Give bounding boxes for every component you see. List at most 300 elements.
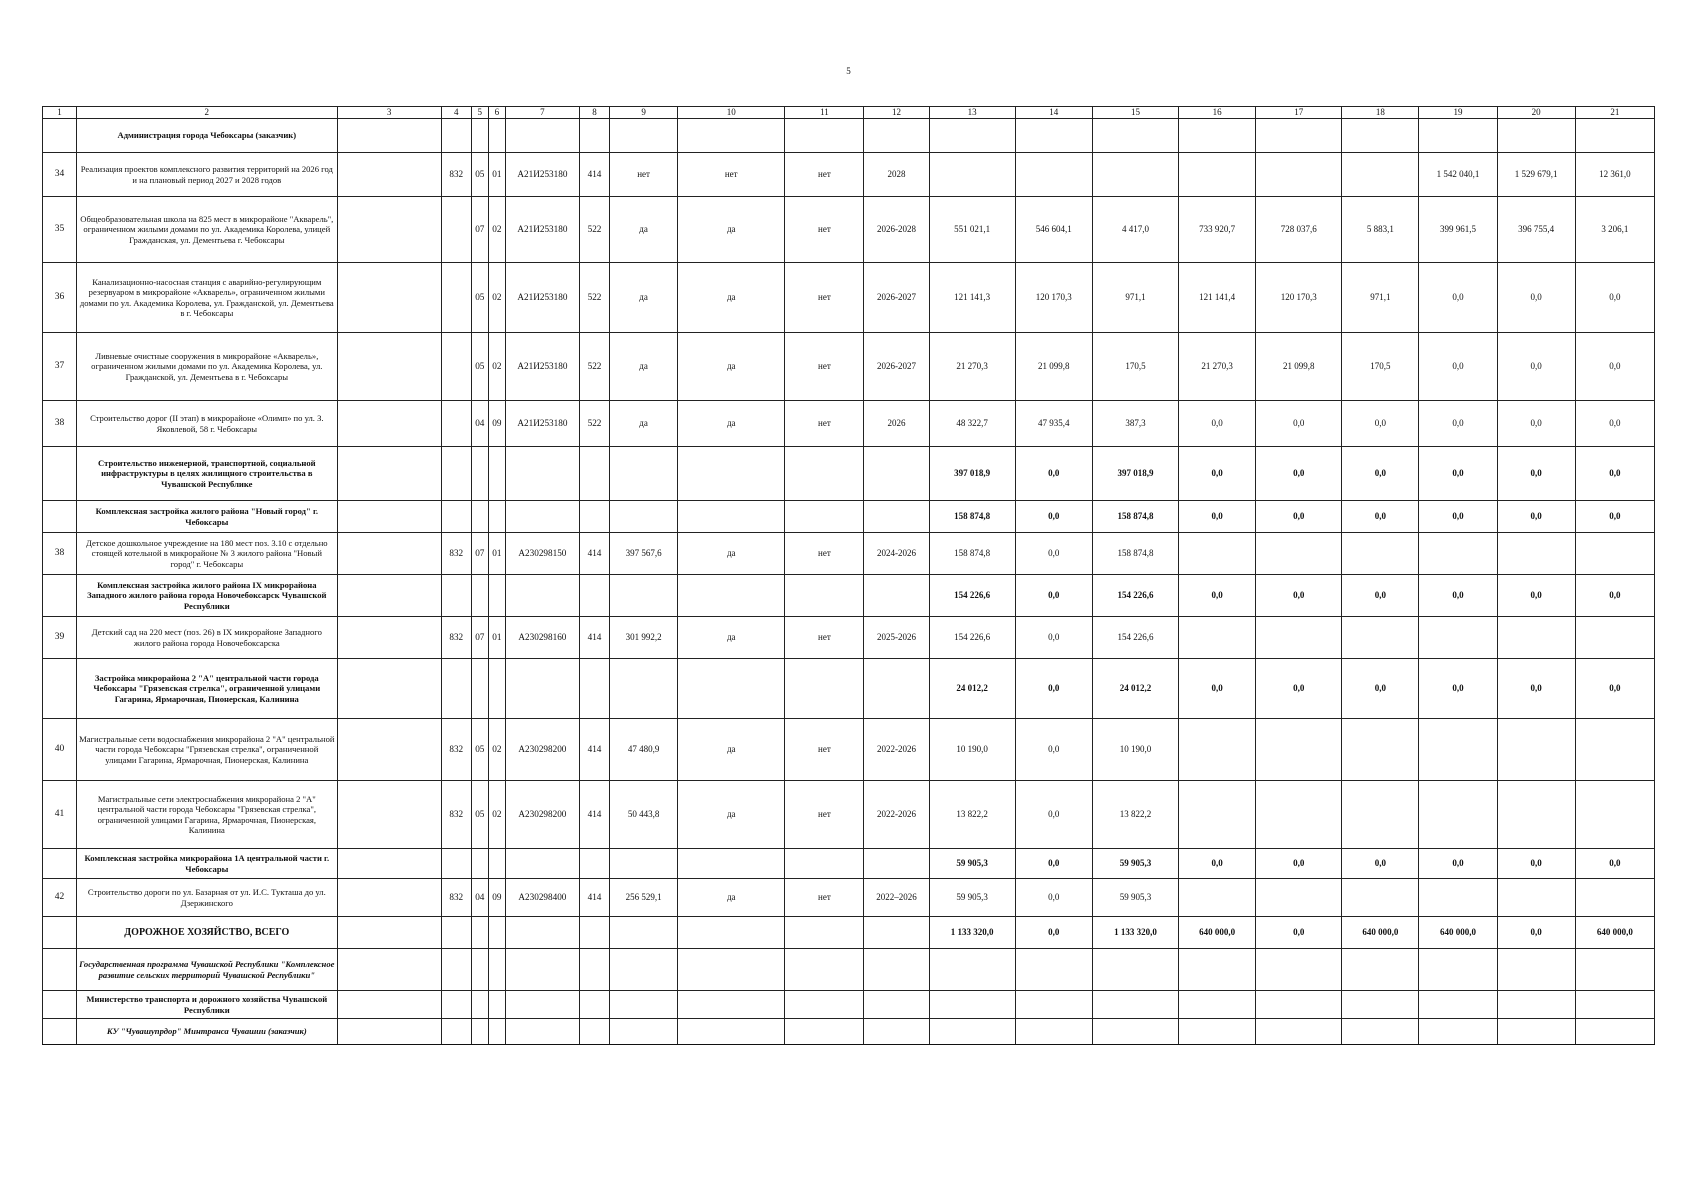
value-cell-col-20	[1497, 949, 1575, 991]
value-cell-col-7: А230298200	[505, 719, 579, 781]
value-cell-col-8: 522	[579, 197, 609, 263]
value-cell-col-15: 170,5	[1092, 333, 1178, 401]
value-cell-col-3	[337, 401, 441, 447]
value-cell-col-19: 0,0	[1419, 575, 1497, 617]
value-cell-col-17	[1256, 617, 1342, 659]
value-cell-col-15: 13 822,2	[1092, 781, 1178, 849]
table-row	[43, 879, 1655, 917]
value-cell-col-21	[1575, 719, 1654, 781]
value-cell-col-10	[678, 575, 785, 617]
value-cell-col-15: 59 905,3	[1092, 879, 1178, 917]
item-name-cell: Строительство инженерной, транспортной, социальной инфраструктуры в целях жилищного строительства в Чувашской Республике	[77, 447, 337, 501]
value-cell-col-5: 05	[471, 333, 488, 401]
value-cell-col-4	[441, 991, 471, 1019]
column-header-19: 19	[1419, 107, 1497, 119]
value-cell-col-6: 02	[488, 263, 505, 333]
value-cell-col-3	[337, 333, 441, 401]
value-cell-col-13: 48 322,7	[929, 401, 1015, 447]
table-row	[43, 533, 1655, 575]
value-cell-col-3	[337, 781, 441, 849]
value-cell-col-5	[471, 119, 488, 153]
value-cell-col-3	[337, 917, 441, 949]
table-row	[43, 849, 1655, 879]
value-cell-col-21	[1575, 617, 1654, 659]
value-cell-col-15: 1 133 320,0	[1092, 917, 1178, 949]
value-cell-col-4	[441, 119, 471, 153]
value-cell-col-4	[441, 263, 471, 333]
value-cell-col-18	[1342, 617, 1419, 659]
value-cell-col-5: 04	[471, 879, 488, 917]
value-cell-col-9	[610, 501, 678, 533]
row-number-cell	[43, 991, 77, 1019]
value-cell-col-7	[505, 575, 579, 617]
value-cell-col-15: 59 905,3	[1092, 849, 1178, 879]
value-cell-col-13: 59 905,3	[929, 849, 1015, 879]
row-number-cell: 34	[43, 153, 77, 197]
value-cell-col-14: 0,0	[1015, 617, 1092, 659]
value-cell-col-10	[678, 119, 785, 153]
value-cell-col-16	[1179, 617, 1256, 659]
value-cell-col-11	[785, 575, 864, 617]
value-cell-col-5: 05	[471, 153, 488, 197]
row-number-cell: 40	[43, 719, 77, 781]
table-row	[43, 197, 1655, 263]
value-cell-col-3	[337, 197, 441, 263]
value-cell-col-17: 0,0	[1256, 659, 1342, 719]
value-cell-col-18	[1342, 781, 1419, 849]
value-cell-col-3	[337, 991, 441, 1019]
item-name-cell: Реализация проектов комплексного развития территорий на 2026 год и на плановый период 2027 и 2028 годов	[77, 153, 337, 197]
value-cell-col-6: 01	[488, 617, 505, 659]
column-header-21: 21	[1575, 107, 1654, 119]
value-cell-col-18: 0,0	[1342, 501, 1419, 533]
value-cell-col-18: 0,0	[1342, 401, 1419, 447]
value-cell-col-13	[929, 949, 1015, 991]
value-cell-col-12	[864, 849, 929, 879]
column-header-15: 15	[1092, 107, 1178, 119]
table-row	[43, 949, 1655, 991]
value-cell-col-8	[579, 659, 609, 719]
value-cell-col-8	[579, 949, 609, 991]
value-cell-col-11: нет	[785, 333, 864, 401]
value-cell-col-7: А21И253180	[505, 153, 579, 197]
value-cell-col-15: 24 012,2	[1092, 659, 1178, 719]
value-cell-col-5: 05	[471, 781, 488, 849]
value-cell-col-3	[337, 153, 441, 197]
value-cell-col-21: 0,0	[1575, 447, 1654, 501]
value-cell-col-17	[1256, 1019, 1342, 1045]
value-cell-col-11	[785, 917, 864, 949]
row-number-cell	[43, 949, 77, 991]
value-cell-col-19	[1419, 879, 1497, 917]
column-header-10: 10	[678, 107, 785, 119]
value-cell-col-11: нет	[785, 781, 864, 849]
value-cell-col-12	[864, 501, 929, 533]
value-cell-col-16: 733 920,7	[1179, 197, 1256, 263]
value-cell-col-6	[488, 949, 505, 991]
value-cell-col-17	[1256, 719, 1342, 781]
value-cell-col-10	[678, 1019, 785, 1045]
table-row	[43, 447, 1655, 501]
value-cell-col-19	[1419, 533, 1497, 575]
value-cell-col-11	[785, 949, 864, 991]
value-cell-col-3	[337, 263, 441, 333]
table-row	[43, 119, 1655, 153]
value-cell-col-20	[1497, 617, 1575, 659]
value-cell-col-17: 0,0	[1256, 849, 1342, 879]
value-cell-col-9: да	[610, 263, 678, 333]
value-cell-col-5: 07	[471, 197, 488, 263]
value-cell-col-17: 0,0	[1256, 447, 1342, 501]
column-header-2: 2	[77, 107, 337, 119]
item-name-cell: Администрация города Чебоксары (заказчик)	[77, 119, 337, 153]
value-cell-col-3	[337, 1019, 441, 1045]
value-cell-col-11: нет	[785, 617, 864, 659]
value-cell-col-3	[337, 949, 441, 991]
row-number-cell: 35	[43, 197, 77, 263]
value-cell-col-19	[1419, 949, 1497, 991]
value-cell-col-21	[1575, 949, 1654, 991]
value-cell-col-19	[1419, 119, 1497, 153]
value-cell-col-4	[441, 849, 471, 879]
table-row	[43, 617, 1655, 659]
value-cell-col-10: да	[678, 879, 785, 917]
value-cell-col-5: 05	[471, 719, 488, 781]
value-cell-col-16	[1179, 119, 1256, 153]
value-cell-col-14: 120 170,3	[1015, 263, 1092, 333]
value-cell-col-17	[1256, 879, 1342, 917]
value-cell-col-18: 170,5	[1342, 333, 1419, 401]
value-cell-col-13: 24 012,2	[929, 659, 1015, 719]
value-cell-col-20	[1497, 533, 1575, 575]
value-cell-col-6	[488, 575, 505, 617]
table-row	[43, 501, 1655, 533]
budget-table	[42, 106, 1655, 1045]
value-cell-col-5: 04	[471, 401, 488, 447]
value-cell-col-8	[579, 575, 609, 617]
value-cell-col-9: да	[610, 333, 678, 401]
value-cell-col-14	[1015, 991, 1092, 1019]
table-row	[43, 917, 1655, 949]
value-cell-col-13: 121 141,3	[929, 263, 1015, 333]
item-name-cell: Строительство дороги по ул. Базарная от ул. И.С. Тукташа до ул. Дзержинского	[77, 879, 337, 917]
value-cell-col-17: 0,0	[1256, 501, 1342, 533]
column-header-20: 20	[1497, 107, 1575, 119]
value-cell-col-11	[785, 991, 864, 1019]
value-cell-col-14: 21 099,8	[1015, 333, 1092, 401]
value-cell-col-18: 0,0	[1342, 447, 1419, 501]
row-number-cell	[43, 1019, 77, 1045]
value-cell-col-14: 0,0	[1015, 447, 1092, 501]
row-number-cell	[43, 849, 77, 879]
value-cell-col-7	[505, 447, 579, 501]
item-name-cell: Строительство дорог (II этап) в микрорайоне «Олимп» по ул. З. Яковлевой, 58 г. Чебоксары	[77, 401, 337, 447]
value-cell-col-9	[610, 917, 678, 949]
value-cell-col-11: нет	[785, 153, 864, 197]
value-cell-col-11: нет	[785, 401, 864, 447]
value-cell-col-19: 0,0	[1419, 849, 1497, 879]
value-cell-col-20	[1497, 781, 1575, 849]
value-cell-col-20: 0,0	[1497, 333, 1575, 401]
value-cell-col-16	[1179, 879, 1256, 917]
value-cell-col-13: 397 018,9	[929, 447, 1015, 501]
value-cell-col-13	[929, 991, 1015, 1019]
value-cell-col-7	[505, 949, 579, 991]
value-cell-col-16: 640 000,0	[1179, 917, 1256, 949]
value-cell-col-21: 12 361,0	[1575, 153, 1654, 197]
value-cell-col-7: А21И253180	[505, 333, 579, 401]
value-cell-col-6: 02	[488, 719, 505, 781]
value-cell-col-10: да	[678, 719, 785, 781]
value-cell-col-14: 0,0	[1015, 659, 1092, 719]
item-name-cell: Магистральные сети водоснабжения микрорайона 2 "А" центральной части города Чебоксары "Грязевская стрелка", ограниченной улицами Гагарина, Ярмарочная, Пионерская, Калинина	[77, 719, 337, 781]
value-cell-col-19	[1419, 991, 1497, 1019]
value-cell-col-15: 397 018,9	[1092, 447, 1178, 501]
value-cell-col-10: да	[678, 197, 785, 263]
row-number-cell	[43, 119, 77, 153]
value-cell-col-5	[471, 849, 488, 879]
value-cell-col-14: 0,0	[1015, 849, 1092, 879]
value-cell-col-5	[471, 447, 488, 501]
value-cell-col-7	[505, 501, 579, 533]
value-cell-col-8: 522	[579, 263, 609, 333]
value-cell-col-5: 07	[471, 533, 488, 575]
item-name-cell: Комплексная застройка микрорайона 1А центральной части г. Чебоксары	[77, 849, 337, 879]
value-cell-col-21	[1575, 879, 1654, 917]
value-cell-col-16: 0,0	[1179, 501, 1256, 533]
item-name-cell: Комплексная застройка жилого района "Новый город" г. Чебоксары	[77, 501, 337, 533]
table-row	[43, 401, 1655, 447]
value-cell-col-21: 0,0	[1575, 575, 1654, 617]
value-cell-col-18	[1342, 119, 1419, 153]
value-cell-col-7: А21И253180	[505, 401, 579, 447]
value-cell-col-8: 414	[579, 781, 609, 849]
value-cell-col-18	[1342, 153, 1419, 197]
value-cell-col-12	[864, 917, 929, 949]
value-cell-col-10	[678, 849, 785, 879]
item-name-cell: Детское дошкольное учреждение на 180 мест поз. 3.10 с отдельно стоящей котельной в микрорайоне № 3 жилого района "Новый город" г. Чебоксары	[77, 533, 337, 575]
value-cell-col-17: 728 037,6	[1256, 197, 1342, 263]
value-cell-col-3	[337, 447, 441, 501]
value-cell-col-21: 0,0	[1575, 501, 1654, 533]
value-cell-col-12: 2022-2026	[864, 719, 929, 781]
value-cell-col-21	[1575, 781, 1654, 849]
value-cell-col-15	[1092, 1019, 1178, 1045]
value-cell-col-19: 0,0	[1419, 501, 1497, 533]
value-cell-col-12	[864, 119, 929, 153]
value-cell-col-9: 397 567,6	[610, 533, 678, 575]
value-cell-col-5	[471, 949, 488, 991]
column-header-13: 13	[929, 107, 1015, 119]
value-cell-col-8: 414	[579, 719, 609, 781]
value-cell-col-16	[1179, 719, 1256, 781]
value-cell-col-6: 01	[488, 533, 505, 575]
value-cell-col-15: 154 226,6	[1092, 617, 1178, 659]
row-number-cell: 41	[43, 781, 77, 849]
value-cell-col-17	[1256, 533, 1342, 575]
value-cell-col-18	[1342, 533, 1419, 575]
value-cell-col-21	[1575, 119, 1654, 153]
value-cell-col-9	[610, 659, 678, 719]
value-cell-col-6: 01	[488, 153, 505, 197]
table-row	[43, 659, 1655, 719]
value-cell-col-4	[441, 501, 471, 533]
value-cell-col-8	[579, 917, 609, 949]
value-cell-col-20: 0,0	[1497, 917, 1575, 949]
value-cell-col-7: А230298400	[505, 879, 579, 917]
value-cell-col-18: 5 883,1	[1342, 197, 1419, 263]
column-header-16: 16	[1179, 107, 1256, 119]
value-cell-col-20	[1497, 719, 1575, 781]
value-cell-col-21	[1575, 991, 1654, 1019]
value-cell-col-4: 832	[441, 781, 471, 849]
value-cell-col-8	[579, 119, 609, 153]
value-cell-col-12: 2022–2026	[864, 879, 929, 917]
value-cell-col-9: да	[610, 197, 678, 263]
value-cell-col-9: нет	[610, 153, 678, 197]
value-cell-col-4	[441, 659, 471, 719]
column-header-6: 6	[488, 107, 505, 119]
value-cell-col-11: нет	[785, 263, 864, 333]
value-cell-col-19	[1419, 617, 1497, 659]
value-cell-col-6	[488, 991, 505, 1019]
value-cell-col-8	[579, 849, 609, 879]
value-cell-col-4	[441, 333, 471, 401]
value-cell-col-21: 0,0	[1575, 659, 1654, 719]
value-cell-col-12: 2025-2026	[864, 617, 929, 659]
value-cell-col-14: 47 935,4	[1015, 401, 1092, 447]
value-cell-col-9: да	[610, 401, 678, 447]
value-cell-col-15: 387,3	[1092, 401, 1178, 447]
value-cell-col-13: 154 226,6	[929, 617, 1015, 659]
value-cell-col-14: 0,0	[1015, 501, 1092, 533]
value-cell-col-8	[579, 501, 609, 533]
value-cell-col-7: А21И253180	[505, 197, 579, 263]
value-cell-col-20: 396 755,4	[1497, 197, 1575, 263]
value-cell-col-20: 1 529 679,1	[1497, 153, 1575, 197]
value-cell-col-13: 59 905,3	[929, 879, 1015, 917]
value-cell-col-8	[579, 1019, 609, 1045]
value-cell-col-18: 0,0	[1342, 849, 1419, 879]
column-header-row	[43, 107, 1655, 119]
value-cell-col-4: 832	[441, 719, 471, 781]
value-cell-col-20: 0,0	[1497, 849, 1575, 879]
column-header-11: 11	[785, 107, 864, 119]
value-cell-col-5	[471, 991, 488, 1019]
value-cell-col-11	[785, 1019, 864, 1045]
value-cell-col-11: нет	[785, 197, 864, 263]
value-cell-col-8	[579, 447, 609, 501]
value-cell-col-12: 2024-2026	[864, 533, 929, 575]
value-cell-col-8: 522	[579, 333, 609, 401]
value-cell-col-16: 121 141,4	[1179, 263, 1256, 333]
value-cell-col-19: 0,0	[1419, 447, 1497, 501]
value-cell-col-20: 0,0	[1497, 501, 1575, 533]
column-header-17: 17	[1256, 107, 1342, 119]
value-cell-col-16: 21 270,3	[1179, 333, 1256, 401]
value-cell-col-16	[1179, 153, 1256, 197]
value-cell-col-9	[610, 1019, 678, 1045]
value-cell-col-3	[337, 575, 441, 617]
value-cell-col-16: 0,0	[1179, 401, 1256, 447]
value-cell-col-13	[929, 119, 1015, 153]
value-cell-col-6	[488, 119, 505, 153]
value-cell-col-4: 832	[441, 879, 471, 917]
value-cell-col-3	[337, 533, 441, 575]
item-name-cell: Комплексная застройка жилого района IX микрорайона Западного жилого района города Новочебоксарск Чувашской Республики	[77, 575, 337, 617]
value-cell-col-3	[337, 617, 441, 659]
value-cell-col-17	[1256, 949, 1342, 991]
value-cell-col-16: 0,0	[1179, 575, 1256, 617]
table-row	[43, 991, 1655, 1019]
value-cell-col-17: 0,0	[1256, 917, 1342, 949]
value-cell-col-12: 2026-2027	[864, 263, 929, 333]
value-cell-col-19	[1419, 781, 1497, 849]
value-cell-col-6	[488, 447, 505, 501]
value-cell-col-19: 1 542 040,1	[1419, 153, 1497, 197]
value-cell-col-16	[1179, 533, 1256, 575]
value-cell-col-20: 0,0	[1497, 263, 1575, 333]
column-header-9: 9	[610, 107, 678, 119]
value-cell-col-6: 02	[488, 781, 505, 849]
value-cell-col-8: 414	[579, 533, 609, 575]
value-cell-col-8: 522	[579, 401, 609, 447]
item-name-cell: Канализационно-насосная станция с аварийно-регулирующим резервуаром в микрорайоне «Акварель», ограниченном жилыми домами по ул. Академика Королева, ул. Гражданской, ул. Дементьева в г. Чебоксары	[77, 263, 337, 333]
table-row	[43, 1019, 1655, 1045]
value-cell-col-12: 2026-2028	[864, 197, 929, 263]
value-cell-col-15	[1092, 119, 1178, 153]
value-cell-col-13	[929, 153, 1015, 197]
value-cell-col-6	[488, 849, 505, 879]
value-cell-col-12	[864, 991, 929, 1019]
item-name-cell: Министерство транспорта и дорожного хозяйства Чувашской Республики	[77, 991, 337, 1019]
value-cell-col-10: да	[678, 263, 785, 333]
column-header-14: 14	[1015, 107, 1092, 119]
value-cell-col-15	[1092, 949, 1178, 991]
value-cell-col-12: 2026-2027	[864, 333, 929, 401]
value-cell-col-19	[1419, 1019, 1497, 1045]
value-cell-col-13: 13 822,2	[929, 781, 1015, 849]
value-cell-col-21	[1575, 1019, 1654, 1045]
value-cell-col-14: 0,0	[1015, 533, 1092, 575]
value-cell-col-12	[864, 659, 929, 719]
value-cell-col-16	[1179, 991, 1256, 1019]
value-cell-col-10: да	[678, 333, 785, 401]
item-name-cell: Магистральные сети электроснабжения микрорайона 2 "А" центральной части города Чебоксары "Грязевская стрелка", ограниченной улицами Гагарина, Ярмарочная, Пионерская, Калинина	[77, 781, 337, 849]
value-cell-col-14	[1015, 119, 1092, 153]
value-cell-col-20: 0,0	[1497, 401, 1575, 447]
value-cell-col-4	[441, 447, 471, 501]
value-cell-col-11	[785, 447, 864, 501]
value-cell-col-5	[471, 575, 488, 617]
value-cell-col-13: 10 190,0	[929, 719, 1015, 781]
value-cell-col-9	[610, 949, 678, 991]
value-cell-col-7: А230298150	[505, 533, 579, 575]
value-cell-col-6: 02	[488, 197, 505, 263]
value-cell-col-12	[864, 447, 929, 501]
value-cell-col-20	[1497, 879, 1575, 917]
value-cell-col-14: 0,0	[1015, 575, 1092, 617]
value-cell-col-5	[471, 917, 488, 949]
value-cell-col-12	[864, 1019, 929, 1045]
value-cell-col-5	[471, 659, 488, 719]
value-cell-col-7	[505, 991, 579, 1019]
table-row	[43, 781, 1655, 849]
value-cell-col-3	[337, 119, 441, 153]
row-number-cell: 42	[43, 879, 77, 917]
value-cell-col-14: 0,0	[1015, 719, 1092, 781]
value-cell-col-6	[488, 501, 505, 533]
